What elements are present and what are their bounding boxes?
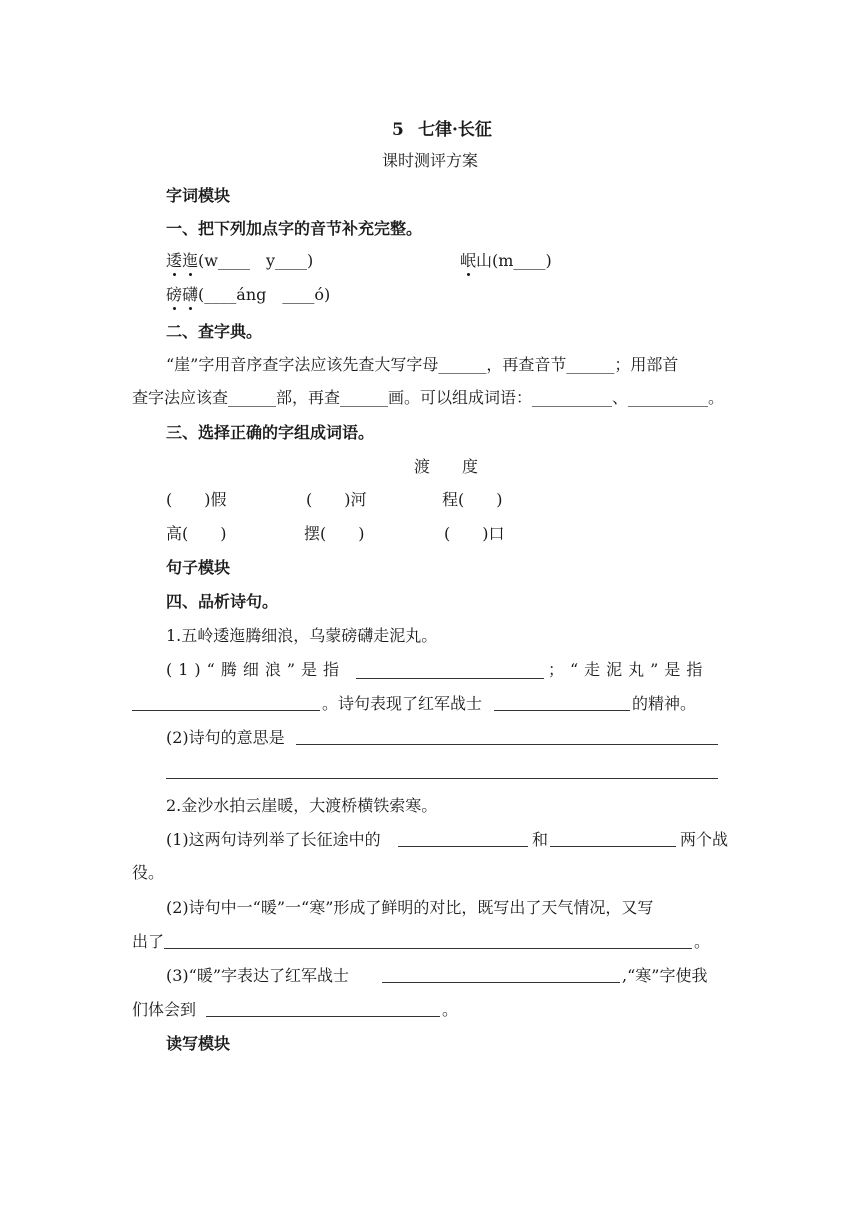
question-1-title: 一、把下列加点字的音节补充完整。 <box>166 219 423 238</box>
dotted-char: 磅 <box>166 285 183 304</box>
p2-q3-part-c: 们体会到 <box>132 1000 197 1019</box>
p2-q1-part-b: 和 <box>532 830 549 849</box>
page-subtitle: 课时测评方案 <box>382 151 479 170</box>
answer-line <box>550 846 676 847</box>
p1-q2-label: (2)诗句的意思是 <box>166 728 285 747</box>
answer-line <box>296 744 718 745</box>
q3-row2-item: 摆( ) <box>304 524 365 543</box>
answer-line <box>382 982 620 983</box>
q2-line-2: 查字法应该查______部，再查______画。可以组成词语：__________、__________。 <box>132 388 725 407</box>
q1-item-2-blanks: (m____) <box>492 251 552 270</box>
question-2-title: 二、查字典。 <box>166 322 263 341</box>
page-title: 七律·长征 <box>418 120 492 140</box>
p2-q3-part-a: (3)“暖”字表达了红军战士 <box>166 966 350 985</box>
answer-line <box>356 678 544 679</box>
p2-q2-part-a: (2)诗句中一“暖”一“寒”形成了鲜明的对比，既写出了天气情况，又写 <box>166 898 654 917</box>
question-3-title: 三、选择正确的字组成词语。 <box>166 423 375 442</box>
q3-row1-item: 程( ) <box>442 490 503 509</box>
plain-char: 山 <box>476 251 493 270</box>
q1-item-1-blanks: (w____ y____) <box>198 251 314 270</box>
p2-q2-part-c: 。 <box>694 932 711 951</box>
question-4-title: 四、品析诗句。 <box>166 592 279 611</box>
p2-q3-part-d: 。 <box>442 1000 459 1019</box>
q3-row1-item: ( )河 <box>306 490 367 509</box>
q3-choices: 渡 度 <box>414 457 479 476</box>
dotted-char: 迤 <box>182 251 199 270</box>
p2-q1-part-a: (1)这两句诗列举了长征途中的 <box>166 830 381 849</box>
p2-q1-part-d: 役。 <box>132 863 165 882</box>
p2-q2-part-b: 出了 <box>132 932 165 951</box>
answer-line <box>206 1016 440 1017</box>
section-heading-sentences: 句子模块 <box>166 558 231 577</box>
p2-q1-part-c: 两个战 <box>680 830 729 849</box>
answer-line <box>494 710 630 711</box>
q2-line-1: “崖”字用音序查字法应该先查大写字母______，再查音节______；用部首 <box>166 355 679 374</box>
dotted-char: 岷 <box>460 251 477 270</box>
dotted-char: 逶 <box>166 251 183 270</box>
q3-row2-item: ( )口 <box>444 524 505 543</box>
q1-item-3 <box>166 285 330 305</box>
answer-line <box>398 846 528 847</box>
q1-item-1 <box>166 251 313 271</box>
p1-q1-part-b: ；“走泥丸”是指 <box>548 660 709 679</box>
poem-line-1: 1.五岭逶迤腾细浪，乌蒙磅礴走泥丸。 <box>166 626 438 645</box>
section-heading-words: 字词模块 <box>166 186 231 205</box>
p1-q1-part-c: 。诗句表现了红军战士 <box>322 694 483 713</box>
q1-item-2 <box>460 251 552 271</box>
answer-line <box>166 778 718 779</box>
dotted-char: 礴 <box>182 285 199 304</box>
section-heading-reading-writing: 读写模块 <box>166 1034 231 1053</box>
poem-line-2: 2.金沙水拍云崖暖，大渡桥横铁索寒。 <box>166 796 438 815</box>
p1-q1-part-d: 的精神。 <box>632 694 697 713</box>
q3-row1-item: ( )假 <box>166 490 227 509</box>
answer-line <box>132 710 320 711</box>
p1-q1-part-a: (1)“腾细浪”是指 <box>166 660 346 679</box>
p2-q3-part-b: ,“寒”字使我 <box>622 966 708 985</box>
answer-line <box>164 948 692 949</box>
lesson-number: 5 <box>392 120 404 140</box>
q1-item-3-blanks: (____áng ____ó) <box>198 285 331 304</box>
q3-row2-item: 高( ) <box>166 524 227 543</box>
